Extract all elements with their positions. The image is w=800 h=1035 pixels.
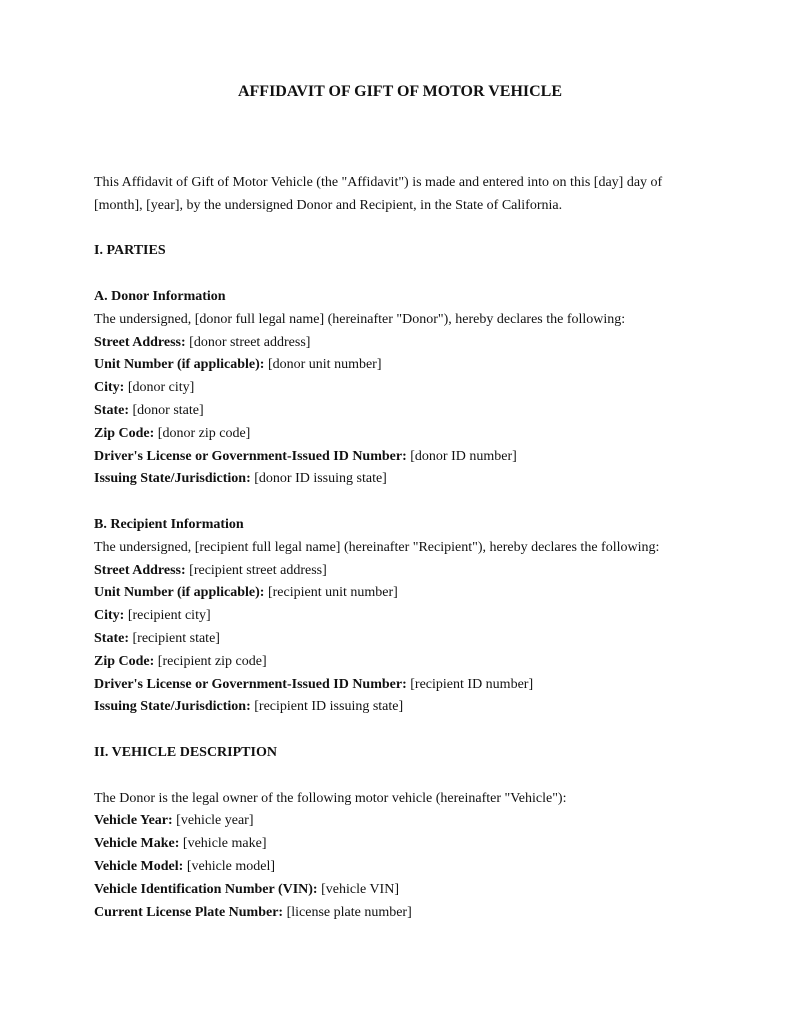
donor-field-row — [94, 354, 714, 377]
subsection-heading-recipient: B. Recipient Information — [94, 516, 244, 532]
document-body — [94, 172, 714, 924]
spacer — [94, 765, 714, 788]
field-value: [recipient unit number] — [267, 585, 398, 601]
field-value: [donor unit number] — [267, 357, 382, 373]
donor-field-row — [94, 423, 714, 446]
field-label: City: — [94, 380, 125, 396]
vehicle-intro: The Donor is the legal owner of the following motor vehicle (hereinafter "Vehicle"): — [94, 790, 567, 806]
spacer — [94, 491, 714, 514]
field-value: [vehicle model] — [186, 858, 276, 874]
field-value: [vehicle make] — [182, 836, 267, 852]
donor-field-row — [94, 332, 714, 355]
field-label: Zip Code: — [94, 653, 155, 669]
field-label: Vehicle Model: — [94, 858, 184, 874]
vehicle-field-row — [94, 810, 714, 833]
field-value: [vehicle year] — [176, 813, 254, 829]
vehicle-field-row — [94, 879, 714, 902]
field-label: Vehicle Identification Number (VIN): — [94, 881, 318, 897]
document-title: AFFIDAVIT OF GIFT OF MOTOR VEHICLE — [237, 83, 563, 100]
field-value: [donor ID number] — [410, 448, 517, 464]
intro-line-1: This Affidavit of Gift of Motor Vehicle (the "Affidavit") is made and entered into on this [day] day of — [94, 175, 663, 190]
field-value: [donor zip code] — [157, 425, 251, 441]
section-heading-parties: I. PARTIES — [94, 243, 166, 259]
recipient-field-row — [94, 582, 714, 605]
field-label: Unit Number (if applicable): — [94, 585, 265, 601]
spacer — [94, 719, 714, 742]
field-label: Unit Number (if applicable): — [94, 357, 265, 373]
field-label: City: — [94, 608, 125, 624]
field-value: [donor state] — [132, 402, 204, 418]
field-label: Issuing State/Jurisdiction: — [94, 699, 251, 715]
vehicle-field-row — [94, 902, 714, 925]
field-value: [donor ID issuing state] — [254, 471, 387, 487]
field-label: Street Address: — [94, 334, 186, 350]
recipient-field-row — [94, 696, 714, 719]
field-label: State: — [94, 402, 129, 418]
recipient-field-row — [94, 628, 714, 651]
field-value: [recipient state] — [132, 630, 220, 646]
field-label: Vehicle Year: — [94, 813, 173, 829]
section-heading-vehicle: II. VEHICLE DESCRIPTION — [94, 744, 277, 760]
field-value: [recipient zip code] — [157, 653, 267, 669]
recipient-declaration: The undersigned, [recipient full legal name] (hereinafter "Recipient"), hereby declares the following: — [94, 539, 660, 555]
subsection-heading-donor: A. Donor Information — [94, 288, 226, 304]
field-value: [recipient city] — [127, 608, 211, 624]
field-value: [license plate number] — [286, 904, 412, 920]
recipient-field-row — [94, 605, 714, 628]
field-label: Street Address: — [94, 562, 186, 578]
donor-field-row — [94, 468, 714, 491]
spacer — [94, 218, 714, 241]
field-label: Current License Plate Number: — [94, 904, 284, 920]
field-label: Issuing State/Jurisdiction: — [94, 471, 251, 487]
field-label: Vehicle Make: — [94, 836, 180, 852]
vehicle-field-row — [94, 856, 714, 879]
recipient-field-row — [94, 651, 714, 674]
field-value: [donor city] — [127, 380, 195, 396]
recipient-field-row — [94, 560, 714, 583]
field-value: [recipient street address] — [189, 562, 327, 578]
donor-declaration: The undersigned, [donor full legal name] (hereinafter "Donor"), hereby declares the following: — [94, 311, 626, 327]
field-label: Driver's License or Government-Issued ID Number: — [94, 676, 407, 692]
field-value: [donor street address] — [189, 334, 311, 350]
spacer — [94, 263, 714, 286]
donor-field-row — [94, 400, 714, 423]
field-value: [recipient ID issuing state] — [254, 699, 404, 715]
intro-line-2: [month], [year], by the undersigned Donor and Recipient, in the State of California. — [94, 197, 563, 213]
recipient-field-row — [94, 674, 714, 697]
field-label: Driver's License or Government-Issued ID Number: — [94, 448, 407, 464]
donor-field-row — [94, 377, 714, 400]
field-label: Zip Code: — [94, 425, 155, 441]
donor-field-row — [94, 446, 714, 469]
vehicle-field-row — [94, 833, 714, 856]
field-label: State: — [94, 630, 129, 646]
field-value: [vehicle VIN] — [321, 881, 399, 897]
field-value: [recipient ID number] — [410, 676, 534, 692]
